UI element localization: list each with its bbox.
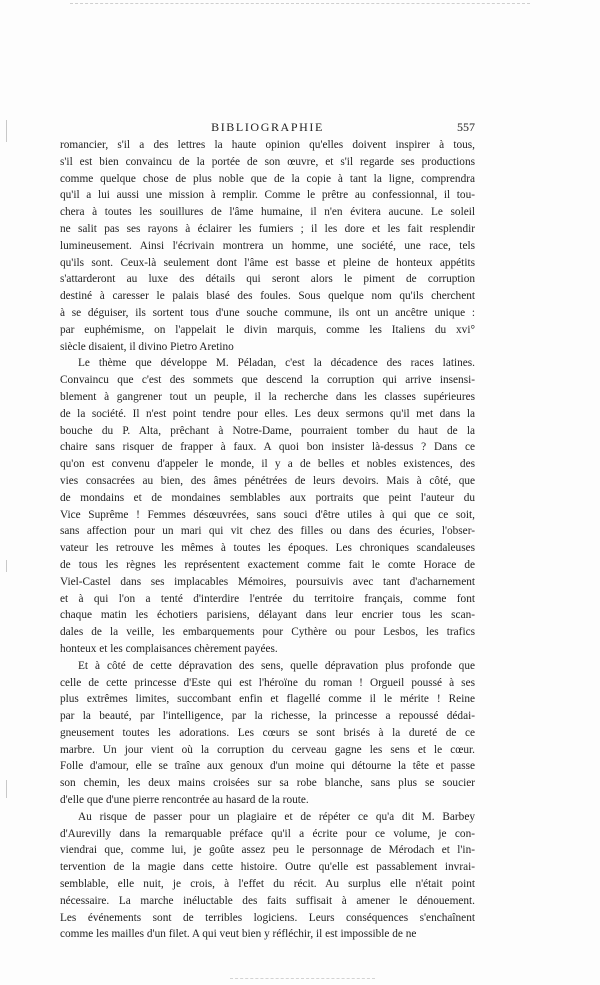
text-line: semblable, elle nuit, je crois, à l'effet du récit. Au surplus elle n'était point <box>60 878 475 891</box>
text-line: qu'ils sont. Ceux-là seulement dont l'âme est basse et pleine de honteux appétits <box>60 256 475 269</box>
text-line: plus extrêmes limites, succombant enfin et flagellé comme il le mérite ! Reine <box>60 693 475 706</box>
paragraph <box>60 355 475 657</box>
text-line: s'il est bien convaincu de la portée de son œuvre, et s'il regarde ses productions <box>60 155 475 168</box>
text-line: ne salit pas ses rayons à éclairer les fumiers ; il les dore et les fait resplendir <box>60 222 475 235</box>
paragraph <box>60 658 475 809</box>
text-line: Le thème que développe M. Péladan, c'est la décadence des races latines. <box>78 357 475 370</box>
text-line: viendrai que, comme lui, je goûte assez peu le personnage de Mérodach et l'in- <box>60 844 475 857</box>
running-title: BIBLIOGRAPHIE <box>211 120 324 134</box>
text-line: gneusement toutes les adorations. Les cœurs se sont brisés à la dureté de ce <box>60 726 475 739</box>
text-line: qu'il a lui aussi une mission à remplir. Comme le prêtre au confessionnal, il tou- <box>60 189 475 202</box>
text-line: Et à côté de cette dépravation des sens, quelle dépravation plus profonde que <box>78 659 475 672</box>
text-line: dales de la veille, les embarquements pour Cythère ou pour Lesbos, les trafics <box>60 626 475 639</box>
text-line: par la beauté, par l'intelligence, par la richesse, la princesse a repoussé dédai- <box>60 710 475 723</box>
text-line: de tous les règnes les représentent exactement comme fait le comte Horace de <box>60 558 475 571</box>
text-line: son chemin, les deux mains croisées sur sa robe blanche, sans plus se soucier <box>60 777 475 790</box>
text-line: s'attarderont au luxe des détails qui seront alors le piment de corruption <box>60 273 475 286</box>
text-line: Viel-Castel dans ses implacables Mémoires, poursuivis avec tant d'acharnement <box>60 575 475 588</box>
left-margin-mark <box>6 780 7 798</box>
bottom-edge-mark <box>230 978 375 979</box>
text-line: destiné à caresser le palais blasé des foules. Sous quelque nom qu'ils cherchent <box>60 290 475 303</box>
text-line: Vice Suprême ! Femmes désœuvrées, sans souci d'être utiles à qui que ce soit, <box>60 508 475 521</box>
text-line: comme quelque chose de plus noble que de la copie à tant la ligne, comprendra <box>60 172 475 185</box>
page-header <box>60 120 475 138</box>
paragraph <box>60 137 475 355</box>
left-margin-mark <box>6 120 7 142</box>
text-line: à se déguiser, ils sortent tous d'une souche commune, ils ont un ancêtre unique : <box>60 306 475 319</box>
text-line: tervention de la magie dans cette histoire. Outre qu'elle est passablement invrai- <box>60 861 475 874</box>
text-line: vies consacrées au bien, des âmes pénétrées de leurs devoirs. Mais à côté, que <box>60 474 475 487</box>
text-line: vateur les retrouve les mêmes à toutes les époques. Les chroniques scandaleuses <box>60 542 475 555</box>
text-line: et à qui l'on a tenté d'interdire l'entrée du territoire français, comme font <box>60 592 475 605</box>
body-text <box>60 137 475 943</box>
text-line: siècle disaient, il divino Pietro Aretino <box>60 340 234 353</box>
text-line: Folle d'amour, elle se traîne aux genoux d'un moine qui détourne la tête et passe <box>60 760 475 773</box>
paragraph <box>60 809 475 943</box>
left-margin-mark <box>6 560 7 572</box>
text-line: par euphémisme, on l'appelait le divin marquis, comme les Italiens du xvi° <box>60 323 475 336</box>
text-line: Au risque de passer pour un plagiaire et de répéter ce qu'a dit M. Barbey <box>78 810 475 823</box>
text-line: nécessaire. La marche inéluctable des faits suffisait à amener le dénouement. <box>60 894 475 907</box>
text-line: sans affection pour un mari qui vit chez des filles ou dans des écuries, l'obser- <box>60 525 475 538</box>
page-number: 557 <box>457 120 475 134</box>
text-line: chaque matin les échotiers parisiens, délayant dans leur encrier tous les scan- <box>60 609 475 622</box>
text-line: bouche du P. Alta, prêchant à Notre-Dame, pourraient tomber du haut de la <box>60 424 475 437</box>
text-line: chaire sans risquer de frapper à faux. A quoi bon insister là-dessus ? Dans ce <box>60 441 475 454</box>
text-line: d'Aurevilly dans la remarquable préface qu'il a écrite pour ce volume, je con- <box>60 827 475 840</box>
text-line: chera à toutes les souillures de l'âme humaine, il n'en évitera aucune. Le soleil <box>60 206 475 219</box>
text-line: lumineusement. Ainsi l'écrivain montrera un homme, une société, une race, tels <box>60 239 475 252</box>
text-line: de mondains et de mondaines semblables aux portraits que peint l'auteur du <box>60 491 475 504</box>
text-line: Convaincu que c'est des sommets que descend la corruption qui arrive insensi- <box>60 374 475 387</box>
text-line: marbre. Un jour vient où la corruption du cerveau gagne les sens et le cœur. <box>60 743 475 756</box>
text-line: Les événements sont de terribles logiciens. Leurs conséquences s'enchaînent <box>60 911 475 924</box>
top-edge-mark <box>70 3 530 4</box>
text-line: comme les mailles d'un filet. A qui veut bien y réfléchir, il est impossible de ne <box>60 928 417 941</box>
text-line: de la société. Il n'est point tendre pour elles. Les deux sermons qu'il met dans la <box>60 407 475 420</box>
text-line: honteux et les complaisances chèrement payées. <box>60 642 278 655</box>
text-line: blement à gangrener tout un peuple, il la recherche dans les classes supérieures <box>60 390 475 403</box>
text-line: qu'on est convenu d'appeler le monde, il y a de belles et nobles existences, des <box>60 458 475 471</box>
text-line: celle de cette princesse d'Este qui est l'héroïne du roman ! Orgueil poussé à ses <box>60 676 475 689</box>
text-line: d'elle que d'une pierre rencontrée au hasard de la route. <box>60 794 309 807</box>
text-line: romancier, s'il a des lettres la haute opinion qu'elles doivent inspirer à tous, <box>60 139 475 151</box>
